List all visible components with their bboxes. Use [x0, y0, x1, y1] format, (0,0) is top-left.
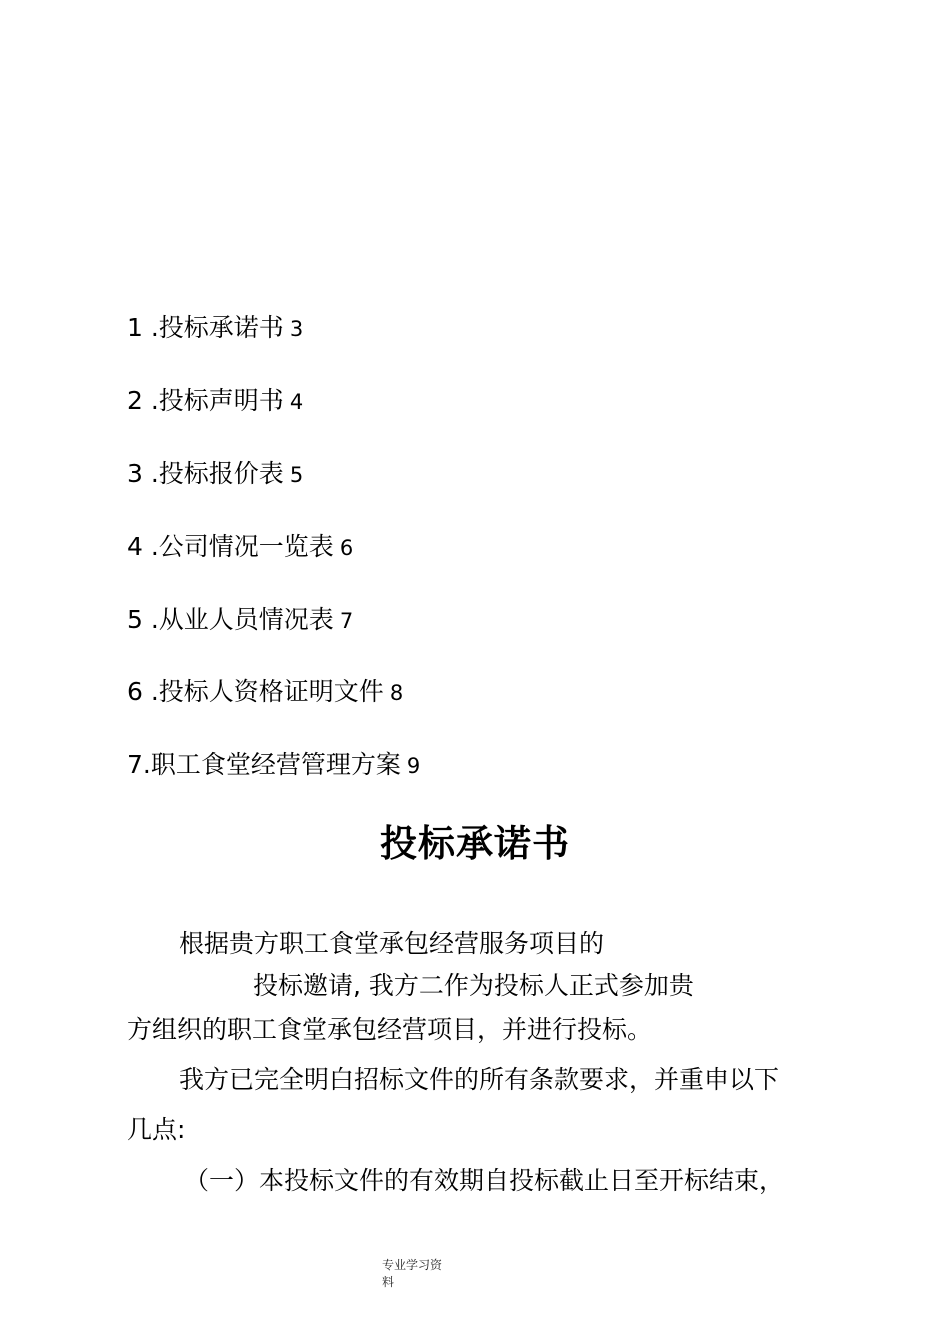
body-line: 根据贵方职工食堂承包经营服务项目的 — [179, 929, 605, 958]
toc-item — [127, 600, 353, 641]
footer-line: 专业学习资 — [382, 1258, 443, 1272]
page-footer — [382, 1257, 462, 1291]
toc-item — [127, 745, 420, 786]
toc-item-label: 1 .投标承诺书 — [127, 313, 284, 342]
body-line: 方组织的职工食堂承包经营项目，并进行投标。 — [127, 1015, 653, 1044]
toc-item-page: 6 — [339, 536, 354, 560]
toc-item — [127, 672, 403, 713]
toc-item-page: 8 — [389, 681, 404, 705]
toc-item-label: 3 .投标报价表 — [127, 459, 284, 488]
document-title: 投标承诺书 — [380, 822, 570, 865]
body-line: （一）本投标文件的有效期自投标截止日至开标结束， — [184, 1166, 785, 1195]
body-line: 我方已完全明白招标文件的所有条款要求，并重申以下 — [179, 1065, 780, 1094]
toc-item-page: 7 — [339, 609, 354, 633]
toc-item — [127, 381, 303, 422]
footer-line: 料 — [382, 1275, 395, 1289]
toc-item — [127, 454, 303, 495]
body-line: 投标邀请, 我方二作为投标人正式参加贵 — [253, 971, 694, 1000]
toc-item-label: 2 .投标声明书 — [127, 386, 284, 415]
toc-item-label: 6 .投标人资格证明文件 — [127, 677, 384, 706]
toc-item-page: 3 — [289, 317, 304, 341]
toc-item — [127, 308, 303, 349]
toc-item — [127, 527, 353, 568]
toc-item-page: 4 — [289, 390, 304, 414]
body-line: 几点: — [127, 1115, 186, 1144]
toc-item-page: 5 — [289, 463, 304, 487]
toc-item-label: 5 .从业人员情况表 — [127, 605, 334, 634]
toc-item-page: 9 — [406, 754, 421, 778]
toc-item-label: 4 .公司情况一览表 — [127, 532, 334, 561]
toc-item-label: 7.职工食堂经营管理方案 — [127, 750, 401, 779]
